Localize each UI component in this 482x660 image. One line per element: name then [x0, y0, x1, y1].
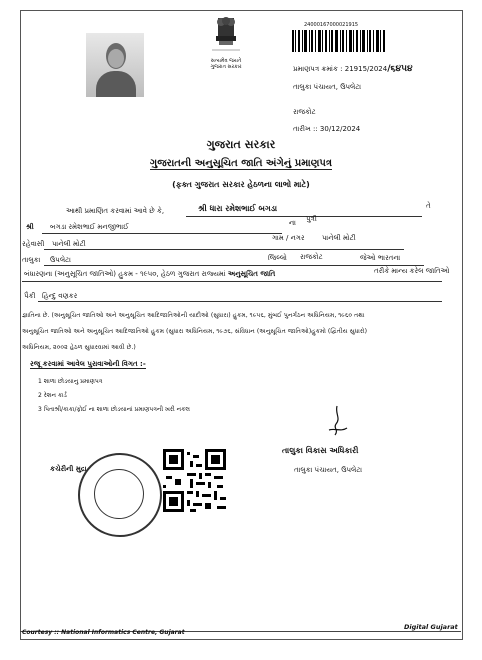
constitution-order: બંધારણના (અનુસૂચિત જાતિઓ) હુકમ - ૧૯૫૦, હેઠળ ગુજરાત રાજ્યમાં અનુસૂચિત જાતિ [24, 270, 276, 278]
taluka-label: તાલુકા [22, 256, 41, 264]
qr-code-icon [163, 449, 226, 512]
barcode-icon [292, 30, 386, 52]
district-value: રાજકોટ [300, 253, 323, 261]
line1-end: તે [426, 202, 431, 210]
document-item: 2 રેશન કાર્ડ [38, 392, 67, 399]
caste-value: હિન્દુ વણકર [42, 292, 78, 300]
father-name: બગડા રમેશભાઈ મનજીભાઈ [50, 223, 129, 231]
documents-heading: રજૂ કરવામાં આવેલ પુરાવાઓની વિગત :- [30, 360, 146, 368]
officer-office: તાલુકા પંચાયત, ઉપલેટા [294, 466, 363, 474]
applicant-photo [86, 33, 144, 97]
issuing-office: તાલુકા પંચાયત, ઉપલેટા [293, 83, 362, 91]
office-seal-label: કચેરીની મુદ્રા [50, 465, 87, 473]
issue-date: તારીખ :: 30/12/2024 [293, 125, 361, 133]
signature-icon [323, 404, 351, 438]
village-value: પાનેલી મોટી [322, 234, 356, 242]
district-label: રાજકોટ [293, 108, 316, 116]
district-field-label: જિલ્લો [268, 254, 287, 262]
taluka-value: ઉપલેટા [50, 256, 71, 264]
footer-brand: Digital Gujarat [404, 623, 458, 631]
certificate-title: ગુજરાતની અનુસૂચિત જાતિ અંગેનું પ્રમાણપત્ર [149, 158, 333, 169]
certificate-border [20, 10, 463, 640]
resident-value: પાનેલી મોટી [52, 240, 86, 248]
among-label: પૈકી [24, 292, 36, 300]
certificate-subtitle: (ફક્ત ગુજરાત સરકાર હેઠળના લાભો માટે) [172, 180, 310, 189]
resident-label: રહેવાસી [22, 240, 45, 248]
office-seal [78, 453, 162, 537]
officer-title: તાલુકા વિકાસ અધિકારી [282, 446, 359, 455]
emblem-caption: સત્યમેવ જયતે ગુજરાત સરકાર [210, 58, 242, 70]
legal-paragraph-2: અનુસૂચિત જાતિઓ અને અનુસૂચિત આદિજાતિઓ હુકમ (સુધારા અધિનિયમ, ૧૯૭૬, સંવિધાન (અનુસૂચિત જાતિઓ)હુકમો (દ્વિતીય સુધારો) [22, 328, 368, 335]
shri-label: શ્રી [26, 223, 34, 231]
legal-paragraph-3: અધિનિયમ, ૨૦૦૨ હેઠળ સુધારવામાં આવી છે.) [22, 344, 136, 351]
certificate-number: પ્રમાણપત્ર ક્રમાંક : 21915/2024/૬૪૫૪ [293, 64, 413, 74]
government-heading: ગુજરાત સરકાર [206, 138, 276, 151]
certify-label: આથી પ્રમાણિત કરવામાં આવે છે કે, [66, 207, 165, 215]
document-item: 3 પિતાશ્રી/કાકા/ફોઈ ના શાળા છોડયાનાં પ્રમાણપત્રની ખરી નકલ [38, 406, 190, 413]
india-text: જેઓ ભારતના [360, 254, 401, 262]
footer-courtesy: Courtesy :: National Informatics Centre, Gujarat [22, 629, 185, 636]
document-item: 1 શાળા છોડયાનુ પ્રમાણપત્ર [38, 378, 103, 385]
village-label: ગામ / નગર [272, 234, 305, 242]
recognized-castes: તરીકે માન્ય કરેલ જાતિઓ [374, 267, 450, 275]
applicant-name: શ્રી ધારા રમેશભાઈ બગડા [198, 204, 278, 213]
relation: પુત્રી [306, 215, 317, 223]
na-label: ના [289, 219, 296, 227]
barcode-number: 24000167000021915 [304, 22, 359, 28]
legal-paragraph-1: જ્ઞાતિના છે. (અનુસૂચિત જાતિઓ અને અનુસૂચિત આદિજાતિઓની યાદીઓ (સુધારા) હુકમ, ૧૯૫૬, મુંબઈ પુનર્ગઠન અધિનિયમ, ૧૯૬૦ તથા [22, 312, 365, 319]
